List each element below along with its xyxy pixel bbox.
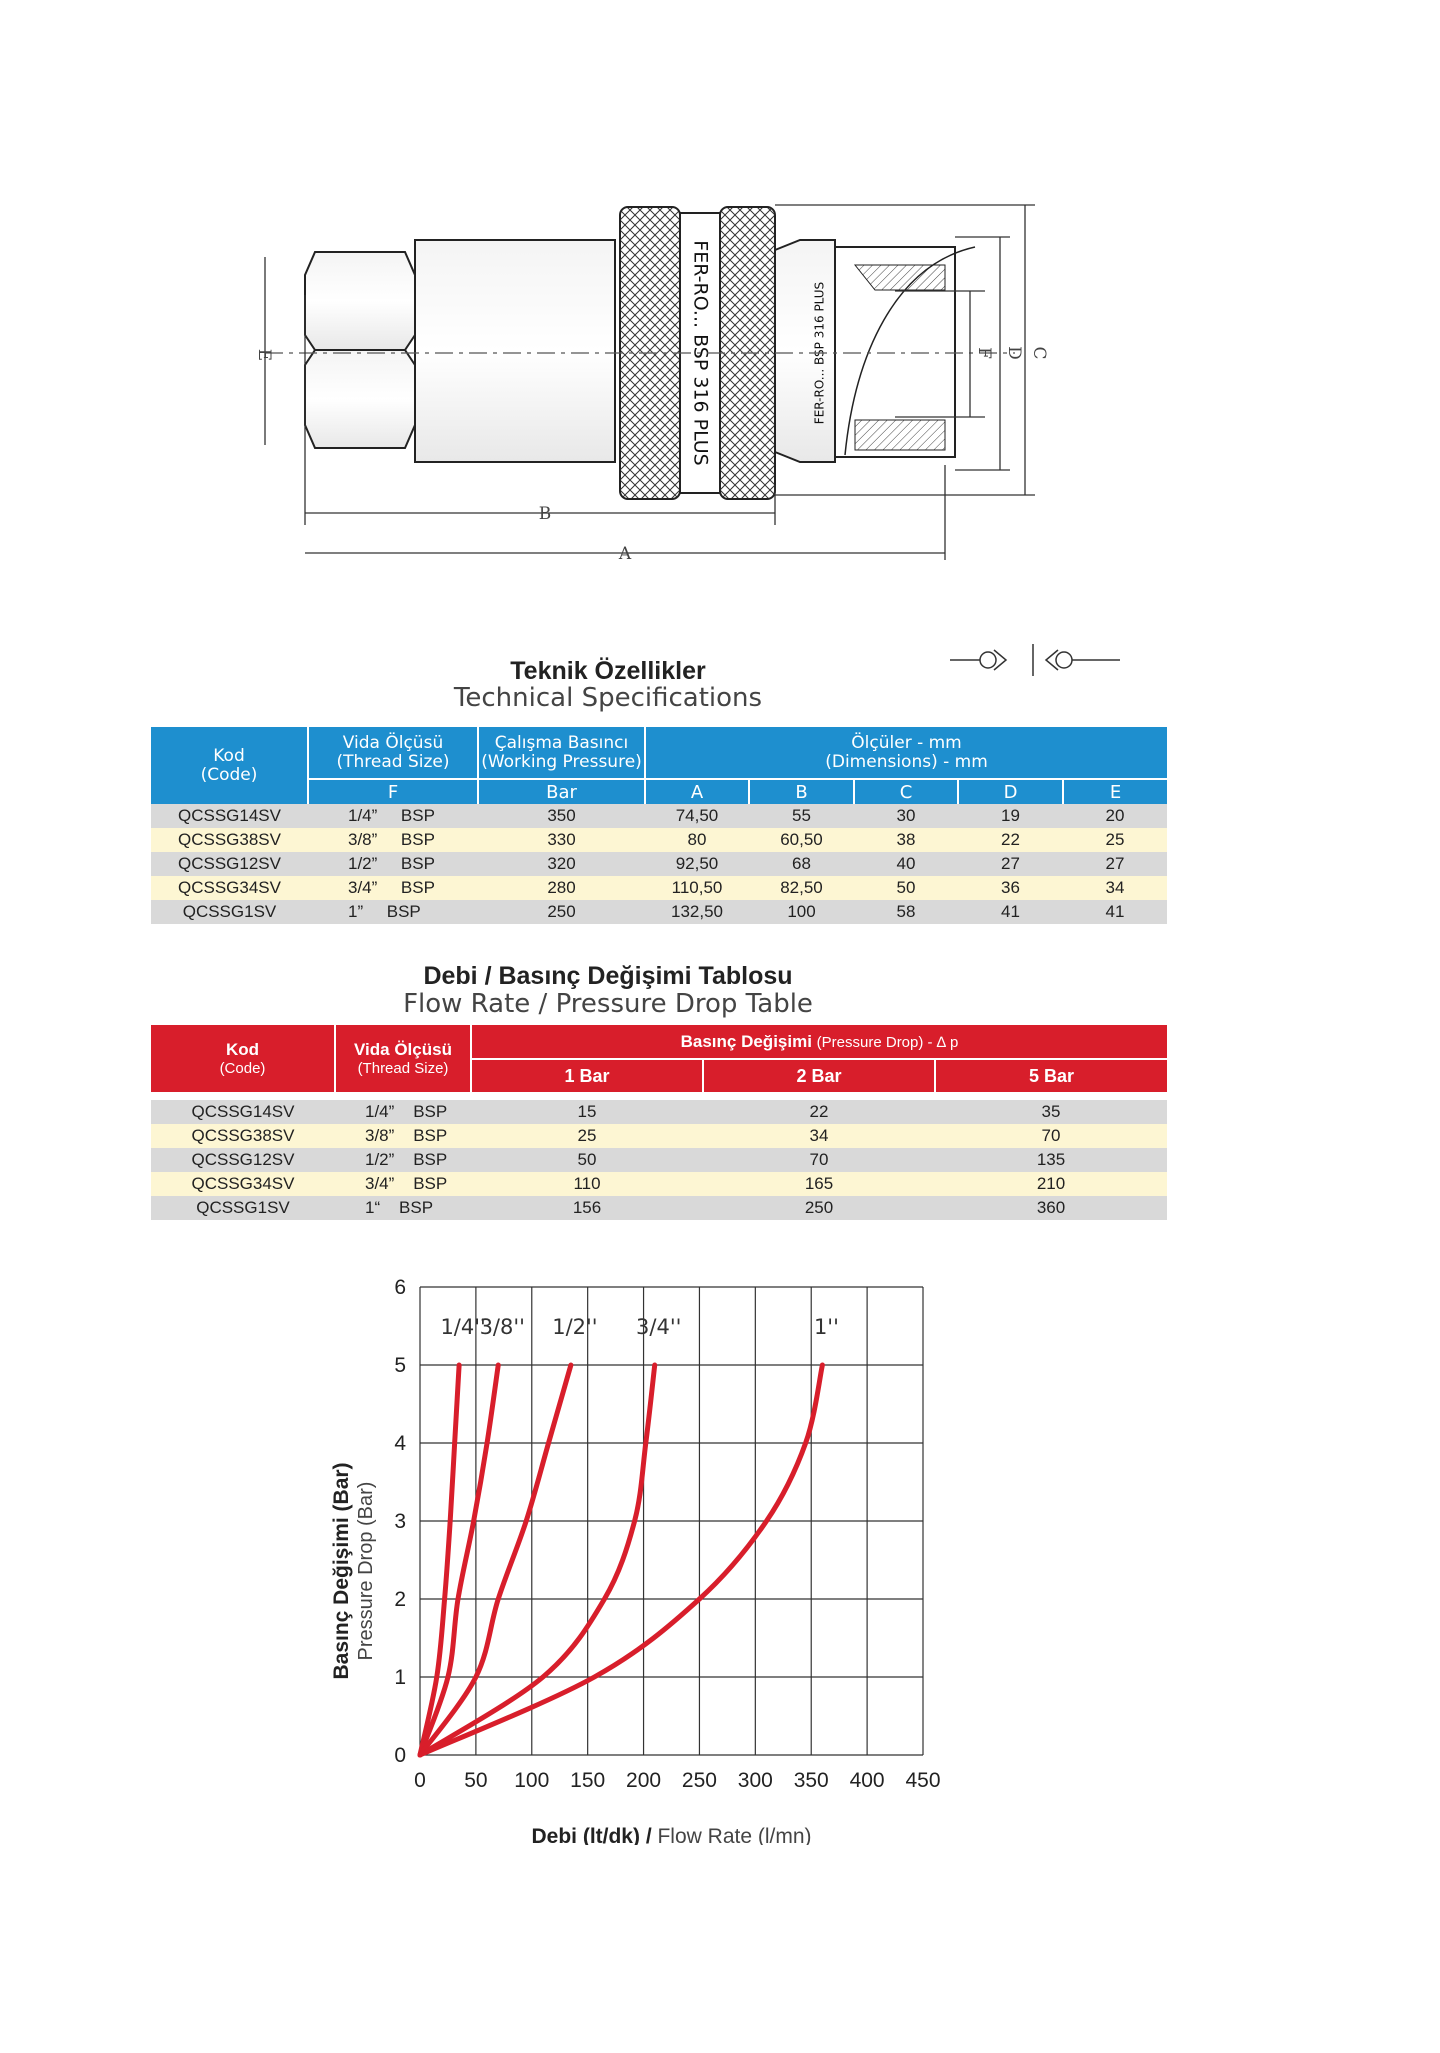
specs-header-code: Kod (Code)	[151, 727, 308, 804]
x-axis-title: Debi (lt/dk) / Flow Rate (l/mn)	[531, 1825, 812, 1845]
section-hatch-bottom	[855, 420, 945, 450]
cell-D: 27	[958, 852, 1063, 876]
y-tick-label: 5	[394, 1354, 406, 1377]
cell-5bar: 360	[935, 1196, 1167, 1220]
dim-label-D: D	[1004, 346, 1024, 360]
flow-header-thread: Vida Ölçüsü (Thread Size)	[335, 1025, 471, 1092]
specs-header-thread: Vida Ölçüsü (Thread Size)	[308, 727, 478, 779]
cell-thread: 1/4” BSP	[308, 804, 478, 828]
cell-E: 27	[1063, 852, 1167, 876]
cell-B: 68	[749, 852, 854, 876]
cell-code: QCSSG14SV	[151, 804, 308, 828]
cell-thread: 1/4” BSP	[335, 1100, 471, 1124]
series-label: 1/4''	[440, 1314, 486, 1339]
table-row	[151, 804, 1167, 828]
table-row	[151, 852, 1167, 876]
y-tick-label: 1	[394, 1666, 406, 1689]
cell-code: QCSSG1SV	[151, 1196, 335, 1220]
table-row	[151, 900, 1167, 924]
flow-title-tr: Debi / Basınç Değişimi Tablosu	[423, 962, 793, 990]
cell-thread: 3/8” BSP	[308, 828, 478, 852]
specs-sub-bar: Bar	[478, 779, 645, 804]
cell-code: QCSSG1SV	[151, 900, 308, 924]
cell-pressure: 320	[478, 852, 645, 876]
hex-nut	[305, 252, 415, 448]
cell-5bar: 210	[935, 1172, 1167, 1196]
cell-2bar: 250	[703, 1196, 935, 1220]
specs-sub-C: C	[854, 779, 958, 804]
cell-B: 82,50	[749, 876, 854, 900]
table-row	[151, 1100, 1167, 1124]
cell-code: QCSSG12SV	[151, 852, 308, 876]
cell-D: 22	[958, 828, 1063, 852]
engraving-main: FER-RO... BSP 316 PLUS	[689, 240, 712, 466]
cell-pressure: 280	[478, 876, 645, 900]
cell-5bar: 135	[935, 1148, 1167, 1172]
y-tick-label: 0	[394, 1744, 406, 1767]
cell-A: 92,50	[645, 852, 749, 876]
sleeve-body	[415, 240, 615, 462]
table-row	[151, 1172, 1167, 1196]
cell-A: 80	[645, 828, 749, 852]
flow-sub-2bar: 2 Bar	[703, 1059, 935, 1092]
cell-1bar: 50	[471, 1148, 703, 1172]
table-row	[151, 876, 1167, 900]
cell-pressure: 250	[478, 900, 645, 924]
specs-title-en: Technical Specifications	[453, 683, 763, 713]
flow-sub-5bar: 5 Bar	[935, 1059, 1167, 1092]
cell-B: 100	[749, 900, 854, 924]
chart-svg	[300, 1265, 1000, 1845]
cell-2bar: 70	[703, 1148, 935, 1172]
flow-title-en: Flow Rate / Pressure Drop Table	[403, 989, 813, 1019]
cell-pressure: 350	[478, 804, 645, 828]
x-tick-label: 250	[681, 1769, 717, 1792]
cell-A: 110,50	[645, 876, 749, 900]
flow-sub-1bar: 1 Bar	[471, 1059, 703, 1092]
dim-label-F: F	[974, 347, 994, 359]
y-tick-label: 4	[394, 1432, 406, 1455]
cell-E: 41	[1063, 900, 1167, 924]
dim-label-E: E	[255, 348, 274, 362]
x-tick-label: 450	[905, 1769, 941, 1792]
cell-D: 36	[958, 876, 1063, 900]
table-row	[151, 1148, 1167, 1172]
dim-label-C: C	[1029, 346, 1049, 360]
cell-2bar: 34	[703, 1124, 935, 1148]
cell-code: QCSSG38SV	[151, 828, 308, 852]
table-row	[151, 1124, 1167, 1148]
flow-header-code: Kod (Code)	[151, 1025, 335, 1092]
cell-2bar: 22	[703, 1100, 935, 1124]
cell-2bar: 165	[703, 1172, 935, 1196]
x-tick-label: 150	[570, 1769, 606, 1792]
x-tick-label: 50	[464, 1769, 488, 1792]
engraving-secondary: FER-RO... BSP 316 PLUS	[812, 281, 827, 425]
cell-thread: 1/2” BSP	[308, 852, 478, 876]
cell-code: QCSSG14SV	[151, 1100, 335, 1124]
x-tick-label: 0	[414, 1769, 426, 1792]
cell-B: 60,50	[749, 828, 854, 852]
y-tick-label: 3	[394, 1510, 406, 1533]
y-tick-label: 2	[394, 1588, 406, 1611]
specs-table	[151, 727, 1167, 924]
specs-header-pressure: Çalışma Basıncı (Working Pressure)	[478, 727, 645, 779]
cell-C: 50	[854, 876, 958, 900]
table-row	[151, 828, 1167, 852]
series-label: 3/8''	[479, 1314, 525, 1339]
technical-drawing	[255, 195, 1135, 615]
cell-pressure: 330	[478, 828, 645, 852]
cell-A: 132,50	[645, 900, 749, 924]
specs-sub-B: B	[749, 779, 854, 804]
cell-thread: 1/2” BSP	[335, 1148, 471, 1172]
cell-5bar: 35	[935, 1100, 1167, 1124]
x-tick-label: 300	[737, 1769, 773, 1792]
specs-sub-A: A	[645, 779, 749, 804]
dim-label-A: A	[618, 544, 632, 564]
cell-5bar: 70	[935, 1124, 1167, 1148]
specs-sub-E: E	[1063, 779, 1167, 804]
x-tick-label: 200	[626, 1769, 662, 1792]
x-tick-label: 100	[514, 1769, 550, 1792]
cell-thread: 1“ BSP	[335, 1196, 471, 1220]
dim-label-B: B	[538, 504, 552, 524]
cell-1bar: 156	[471, 1196, 703, 1220]
specs-header-dimensions: Ölçüler - mm (Dimensions) - mm	[645, 727, 1167, 779]
specs-sub-F: F	[308, 779, 478, 804]
cell-code: QCSSG34SV	[151, 876, 308, 900]
cell-thread: 3/8” BSP	[335, 1124, 471, 1148]
specs-sub-D: D	[958, 779, 1063, 804]
cell-C: 30	[854, 804, 958, 828]
y-axis-title-tr: Basınç Değişimi (Bar)	[330, 1462, 353, 1680]
table-row	[151, 1196, 1167, 1220]
series-label: 3/4''	[636, 1314, 682, 1339]
cell-E: 34	[1063, 876, 1167, 900]
specs-title-tr: Teknik Özellikler	[510, 657, 706, 685]
cell-C: 58	[854, 900, 958, 924]
cell-D: 19	[958, 804, 1063, 828]
cell-C: 40	[854, 852, 958, 876]
pressure-drop-chart	[300, 1265, 1000, 1845]
x-tick-label: 350	[793, 1769, 829, 1792]
cell-thread: 1” BSP	[308, 900, 478, 924]
cell-code: QCSSG34SV	[151, 1172, 335, 1196]
cell-E: 25	[1063, 828, 1167, 852]
flow-header-drop: Basınç Değişimi (Pressure Drop) - ∆ p	[471, 1025, 1167, 1059]
cell-E: 20	[1063, 804, 1167, 828]
cell-1bar: 110	[471, 1172, 703, 1196]
cell-code: QCSSG12SV	[151, 1148, 335, 1172]
flow-table	[151, 1025, 1167, 1220]
cell-B: 55	[749, 804, 854, 828]
cell-thread: 3/4” BSP	[335, 1172, 471, 1196]
x-tick-label: 400	[849, 1769, 885, 1792]
series-label: 1''	[813, 1314, 839, 1339]
cell-D: 41	[958, 900, 1063, 924]
coupling-drawing-svg	[255, 195, 1135, 615]
cell-thread: 3/4” BSP	[308, 876, 478, 900]
y-tick-label: 6	[394, 1276, 406, 1299]
cell-C: 38	[854, 828, 958, 852]
y-axis-title-en: Pressure Drop (Bar)	[355, 1481, 377, 1661]
cell-A: 74,50	[645, 804, 749, 828]
cell-code: QCSSG38SV	[151, 1124, 335, 1148]
cell-1bar: 25	[471, 1124, 703, 1148]
series-label: 1/2''	[552, 1314, 598, 1339]
cell-1bar: 15	[471, 1100, 703, 1124]
